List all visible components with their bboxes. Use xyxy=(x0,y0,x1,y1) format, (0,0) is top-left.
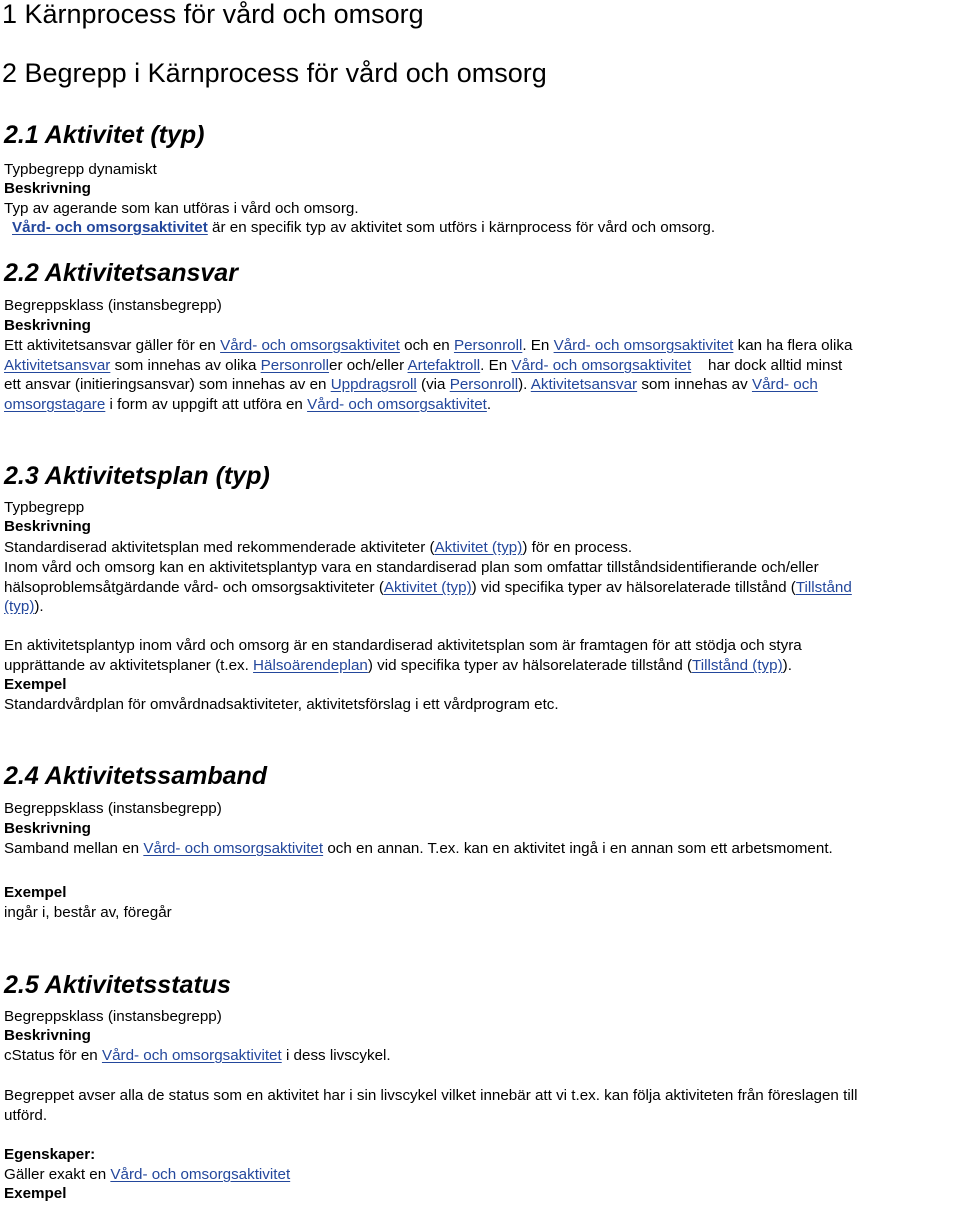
paragraph-line: hälsoproblemsåtgärdande vård- och omsorgsaktiviteter (Aktivitet (typ)) vid specifika typer av hälsorelaterade tillstånd (Tillstånd xyxy=(4,579,852,596)
section-title-2-3: 2.3 Aktivitetsplan (typ) xyxy=(4,462,270,490)
description-label: Beskrivning xyxy=(4,180,91,197)
concept-link[interactable]: Vård- och omsorgsaktivitet xyxy=(220,337,400,354)
section-type: Typbegrepp dynamiskt xyxy=(4,161,157,178)
heading-2: 2 Begrepp i Kärnprocess för vård och omsorg xyxy=(2,58,547,88)
concept-link[interactable]: Aktivitet (typ) xyxy=(383,579,472,596)
paragraph-line: Standardiserad aktivitetsplan med rekommenderade aktiviteter (Aktivitet (typ)) för en process. xyxy=(4,539,633,556)
concept-link[interactable]: omsorgstagare xyxy=(4,396,106,413)
paragraph-line: Inom vård och omsorg kan en aktivitetsplantyp vara en standardiserad plan som omfattar tillståndsidentifierande och/eller xyxy=(4,559,819,576)
description-label: Beskrivning xyxy=(4,820,91,837)
concept-link[interactable]: Vård- och omsorgsaktivitet xyxy=(12,219,208,236)
concept-link[interactable]: Tillstånd (typ) xyxy=(692,657,783,674)
description-label: Beskrivning xyxy=(4,317,91,334)
concept-link[interactable]: Vård- och xyxy=(751,376,818,393)
concept-link[interactable]: Aktivitet (typ) xyxy=(434,539,523,556)
concept-link[interactable]: Personroll xyxy=(453,337,523,354)
concept-link[interactable]: Vård- och omsorgsaktivitet xyxy=(101,1047,282,1064)
description-label: Beskrivning xyxy=(4,518,91,535)
section-type: Begreppsklass (instansbegrepp) xyxy=(4,297,222,314)
paragraph-line: (typ)). xyxy=(4,598,44,615)
paragraph-line: ett ansvar (initieringsansvar) som innehas av en Uppdragsroll (via Personroll). Aktivitetsansvar som innehas av Vård- och xyxy=(4,376,818,393)
example-label: Exempel xyxy=(4,884,67,901)
example-text: Standardvårdplan för omvårdnadsaktiviteter, aktivitetsförslag i ett vårdprogram etc. xyxy=(4,696,559,713)
concept-link[interactable]: Hälsoärendeplan xyxy=(253,657,368,674)
concept-link[interactable]: Personroll xyxy=(260,357,330,374)
concept-link[interactable]: (typ) xyxy=(4,598,35,615)
concept-link[interactable]: Aktivitetsansvar xyxy=(530,376,638,393)
paragraph-line: utförd. xyxy=(4,1107,48,1124)
paragraph-line: Begreppet avser alla de status som en aktivitet har i sin livscykel vilket innebär att vi t.ex. kan följa aktiviteten från föreslagen till xyxy=(4,1087,858,1104)
section-title-2-1: 2.1 Aktivitet (typ) xyxy=(4,121,205,149)
paragraph-line: En aktivitetsplantyp inom vård och omsorg är en standardiserad aktivitetsplan som är framtagen för att stödja och styra xyxy=(4,637,802,654)
concept-link[interactable]: Uppdragsroll xyxy=(330,376,417,393)
concept-link[interactable]: Aktivitetsansvar xyxy=(4,357,111,374)
concept-link[interactable]: Artefaktroll xyxy=(407,357,481,374)
paragraph: Typ av agerande som kan utföras i vård och omsorg. xyxy=(4,200,359,217)
concept-link[interactable]: Vård- och omsorgsaktivitet xyxy=(511,357,692,374)
paragraph-line: cStatus för en Vård- och omsorgsaktivitet i dess livscykel. xyxy=(4,1047,391,1064)
paragraph: Vård- och omsorgsaktivitet är en specifik typ av aktivitet som utförs i kärnprocess för vård och omsorg. xyxy=(12,219,716,236)
concept-link[interactable]: Vård- och omsorgsaktivitet xyxy=(110,1166,291,1183)
concept-link[interactable]: Tillstånd xyxy=(795,579,852,596)
example-text: ingår i, består av, föregår xyxy=(4,904,172,921)
paragraph-line: upprättande av aktivitetsplaner (t.ex. Hälsoärendeplan) vid specifika typer av hälsorelaterade tillstånd (Tillstånd (typ)). xyxy=(4,657,792,674)
section-type: Begreppsklass (instansbegrepp) xyxy=(4,800,222,817)
paragraph-line: Samband mellan en Vård- och omsorgsaktivitet och en annan. T.ex. kan en aktivitet ingå i en annan som ett arbetsmoment. xyxy=(4,840,833,857)
concept-link[interactable]: Vård- och omsorgsaktivitet xyxy=(143,840,324,857)
properties-label: Egenskaper: xyxy=(4,1146,96,1163)
heading-1: 1 Kärnprocess för vård och omsorg xyxy=(2,0,424,29)
description-label: Beskrivning xyxy=(4,1027,91,1044)
example-label: Exempel xyxy=(4,676,67,693)
paragraph-line: Gäller exakt en Vård- och omsorgsaktivitet xyxy=(4,1166,291,1183)
paragraph-line: Aktivitetsansvar som innehas av olika Personroller och/eller Artefaktroll. En Vård- och omsorgsaktivitet har dock alltid minst xyxy=(4,357,843,374)
concept-link[interactable]: Personroll xyxy=(449,376,519,393)
example-label: Exempel xyxy=(4,1185,67,1202)
section-title-2-5: 2.5 Aktivitetsstatus xyxy=(4,971,231,999)
section-title-2-2: 2.2 Aktivitetsansvar xyxy=(4,259,238,287)
concept-link[interactable]: Vård- och omsorgsaktivitet xyxy=(553,337,734,354)
concept-link[interactable]: Vård- och omsorgsaktivitet xyxy=(307,396,487,413)
section-type: Begreppsklass (instansbegrepp) xyxy=(4,1008,222,1025)
paragraph-line: omsorgstagare i form av uppgift att utföra en Vård- och omsorgsaktivitet. xyxy=(4,396,492,413)
section-type: Typbegrepp xyxy=(4,499,85,516)
paragraph-line: Ett aktivitetsansvar gäller för en Vård- och omsorgsaktivitet och en Personroll. En Vård- och omsorgsaktivitet kan ha flera olika xyxy=(4,337,853,354)
section-title-2-4: 2.4 Aktivitetssamband xyxy=(4,762,268,790)
